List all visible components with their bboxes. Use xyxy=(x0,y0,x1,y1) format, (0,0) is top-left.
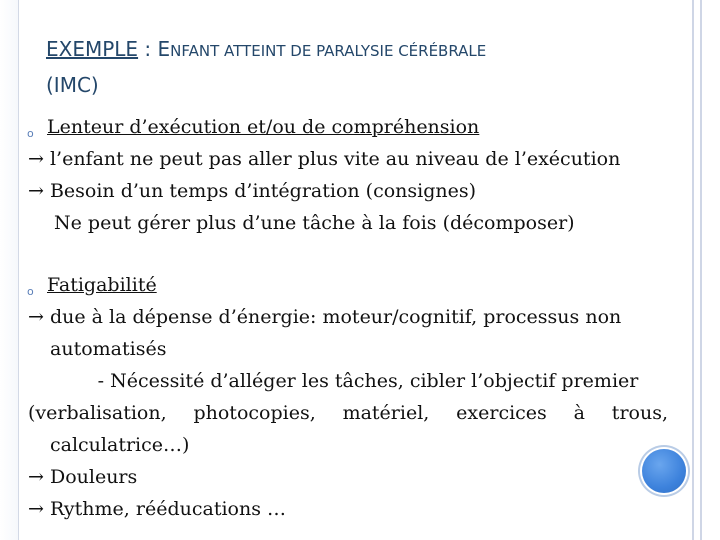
bullet-marker: o xyxy=(27,285,34,298)
body-line: calculatrice…) xyxy=(50,434,190,456)
bullet-marker: o xyxy=(27,127,34,140)
body-line: (verbalisation, photocopies, matériel, exercices à trous, xyxy=(28,402,668,424)
slide-body xyxy=(28,111,668,525)
body-line: → Besoin d’un temps d’intégration (consignes) xyxy=(28,180,477,202)
title-line-2: (IMC) xyxy=(46,73,99,97)
frame-line xyxy=(692,0,694,540)
frame-line xyxy=(700,0,702,540)
bullet-heading: Lenteur d’exécution et/ou de compréhension xyxy=(47,116,480,138)
decorative-circle xyxy=(642,449,686,493)
body-line: → l’enfant ne peut pas aller plus vite au niveau de l’exécution xyxy=(28,148,621,170)
title-separator: : xyxy=(138,37,158,61)
bullet-heading: Fatigabilité xyxy=(47,274,157,296)
title-rest: NFANT ATTEINT DE PARALYSIE CÉRÉBRALE xyxy=(170,42,487,60)
body-line: - Nécessité d’alléger les tâches, cibler l’objectif premier xyxy=(97,370,639,392)
title-initial: E xyxy=(157,37,171,61)
body-line: → due à la dépense d’énergie: moteur/cognitif, processus non automatisés xyxy=(28,306,622,360)
body-line: Ne peut gérer plus d’une tâche à la fois (décomposer) xyxy=(54,212,575,234)
body-line: → Rythme, rééducations … xyxy=(28,498,286,520)
left-frame-border xyxy=(0,0,19,540)
title-prefix: EXEMPLE xyxy=(46,37,139,61)
bullet-item xyxy=(28,269,668,301)
body-line: → Douleurs xyxy=(28,466,138,488)
slide-title xyxy=(46,32,646,102)
bullet-item xyxy=(28,111,668,143)
right-frame-border xyxy=(688,0,720,540)
spacer xyxy=(28,239,668,269)
